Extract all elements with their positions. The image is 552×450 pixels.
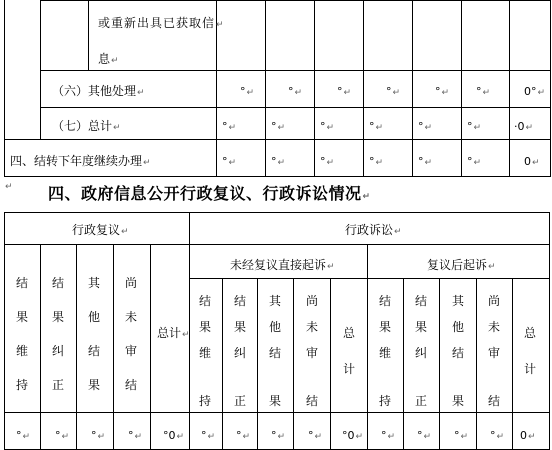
data-cell-total: 0↵	[520, 429, 536, 442]
data-cell-total: °0↵	[163, 429, 185, 442]
vchar: 结	[305, 394, 318, 408]
data-cell: °↵	[490, 429, 505, 442]
upper-rule	[40, 107, 550, 108]
vchar: 其	[268, 294, 281, 308]
vchar: 持	[378, 394, 391, 408]
vchar: 结	[451, 346, 464, 360]
continuation-text-end: 息↵	[98, 52, 119, 66]
upper-vrule	[509, 0, 510, 177]
vchar: 其	[87, 276, 100, 290]
vchar: 他	[268, 320, 281, 334]
lower-rule-top	[4, 212, 549, 213]
vchar: 果	[233, 320, 246, 334]
vchar: 总	[342, 326, 355, 340]
upper-vrule	[4, 0, 5, 177]
vchar: 果	[198, 320, 211, 334]
vchar: 他	[451, 320, 464, 334]
lower-vrule	[330, 278, 331, 450]
col-review-total: 总计↵	[157, 326, 190, 340]
lower-vrule	[439, 278, 440, 450]
vchar: 维	[198, 346, 211, 360]
lower-vrule	[150, 244, 151, 450]
vchar: 结	[51, 276, 64, 290]
lower-vrule	[40, 244, 41, 450]
data-cell: °↵	[454, 429, 469, 442]
vchar: 结	[268, 346, 281, 360]
vchar: 纠	[51, 344, 64, 358]
upper-rule	[40, 70, 550, 71]
data-cell: °↵	[417, 429, 432, 442]
upper-vrule	[412, 0, 413, 177]
vchar: 尚	[487, 294, 500, 308]
vchar: 他	[87, 310, 100, 324]
cell-value: °↵	[467, 155, 482, 168]
row-label-total: （七）总计↵	[52, 119, 121, 133]
vchar: 结	[124, 378, 137, 392]
upper-vrule	[363, 0, 364, 177]
lower-vrule	[76, 244, 77, 450]
vchar: 纠	[414, 346, 427, 360]
continuation-text: 或重新出具已获取信↵	[98, 16, 225, 30]
vchar: 正	[51, 378, 64, 392]
cell-value: °↵	[418, 120, 433, 133]
vchar: 计	[342, 362, 355, 376]
header-admin-review: 行政复议↵	[72, 223, 129, 237]
vchar: 计	[523, 362, 536, 376]
lower-rule	[189, 278, 549, 279]
upper-rule-bottom	[4, 176, 550, 177]
data-cell: °↵	[308, 429, 323, 442]
row-label-carryover: 四、结转下年度继续办理↵	[10, 154, 151, 168]
vchar: 结	[414, 294, 427, 308]
upper-vrule	[265, 0, 266, 177]
lower-vrule	[257, 278, 258, 450]
vchar: 尚	[124, 276, 137, 290]
vchar: 果	[451, 394, 464, 408]
vchar: 持	[198, 394, 211, 408]
data-cell: °↵	[201, 429, 216, 442]
data-cell: °↵	[236, 429, 251, 442]
vchar: 持	[15, 378, 28, 392]
vchar: 未	[305, 320, 318, 334]
lower-rule	[4, 244, 549, 245]
cell-value: °↵	[271, 120, 286, 133]
lower-vrule	[222, 278, 223, 450]
lower-vrule	[4, 212, 5, 450]
vchar: 结	[87, 344, 100, 358]
vchar: 结	[487, 394, 500, 408]
cell-value: °↵	[320, 155, 335, 168]
cell-value: °↵	[271, 155, 286, 168]
vchar: 果	[87, 378, 100, 392]
cell-value: °↵	[222, 120, 237, 133]
cell-value: °↵	[337, 85, 352, 98]
cell-value: °↵	[240, 85, 255, 98]
data-cell: °↵	[381, 429, 396, 442]
lower-vrule	[293, 278, 294, 450]
lower-vrule	[367, 244, 368, 450]
data-cell: °↵	[55, 429, 70, 442]
vchar: 结	[233, 294, 246, 308]
vchar: 未	[124, 310, 137, 324]
cell-value: °↵	[288, 85, 303, 98]
data-cell: °↵	[91, 429, 106, 442]
lower-rule	[4, 412, 549, 413]
upper-vrule	[88, 0, 89, 71]
lower-vrule	[549, 212, 550, 450]
upper-vrule	[40, 0, 41, 140]
vchar: 维	[378, 346, 391, 360]
lower-vrule	[476, 278, 477, 450]
upper-vrule	[461, 0, 462, 177]
lower-vrule	[512, 278, 513, 450]
vchar: 正	[233, 394, 246, 408]
cell-value-last: 0°↵	[524, 85, 546, 98]
vchar: 审	[305, 346, 318, 360]
header-direct-suit: 未经复议直接起诉↵	[230, 258, 335, 272]
data-cell: °↵	[16, 429, 31, 442]
cell-value: °↵	[320, 120, 335, 133]
cell-value: °↵	[476, 85, 491, 98]
upper-vrule	[314, 0, 315, 177]
cell-value-last: ·0↵	[514, 120, 534, 133]
cell-value: °↵	[435, 85, 450, 98]
data-cell: °↵	[271, 429, 286, 442]
upper-rule	[4, 139, 550, 140]
cell-value: °↵	[369, 155, 384, 168]
cell-value-last: 0↵	[524, 155, 540, 168]
vchar: 结	[198, 294, 211, 308]
header-admin-litigation: 行政诉讼↵	[345, 223, 402, 237]
vchar: 果	[51, 310, 64, 324]
upper-rule-top	[40, 0, 550, 1]
paragraph-mark: ↵	[5, 182, 13, 192]
vchar: 维	[15, 344, 28, 358]
vchar: 未	[487, 320, 500, 334]
vchar: 尚	[305, 294, 318, 308]
vchar: 审	[487, 346, 500, 360]
vchar: 果	[414, 320, 427, 334]
vchar: 果	[268, 394, 281, 408]
header-suit-after-review: 复议后起诉↵	[427, 258, 496, 272]
cell-value: °↵	[386, 85, 401, 98]
vchar: 纠	[233, 346, 246, 360]
cell-value: °↵	[418, 155, 433, 168]
cell-value: °↵	[467, 120, 482, 133]
upper-vrule	[550, 0, 551, 177]
data-cell-total: °0↵	[342, 429, 364, 442]
vchar: 结	[15, 276, 28, 290]
data-cell: °↵	[128, 429, 143, 442]
cell-value: °↵	[222, 155, 237, 168]
vchar: 果	[15, 310, 28, 324]
vchar: 其	[451, 294, 464, 308]
cell-value: °↵	[369, 120, 384, 133]
lower-vrule	[113, 244, 114, 450]
section-heading: 四、政府信息公开行政复议、行政诉讼情况↵	[48, 184, 371, 203]
vchar: 总	[523, 326, 536, 340]
vchar: 果	[378, 320, 391, 334]
vchar: 审	[124, 344, 137, 358]
vchar: 结	[378, 294, 391, 308]
row-label-other: （六）其他处理↵	[52, 84, 145, 98]
vchar: 正	[414, 394, 427, 408]
lower-vrule	[403, 278, 404, 450]
